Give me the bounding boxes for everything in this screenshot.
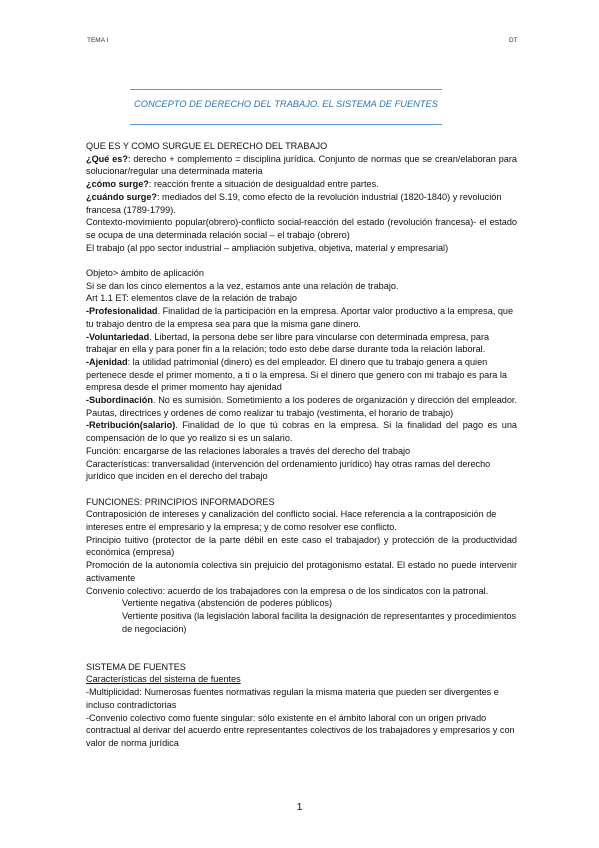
page-number: 1 — [296, 801, 303, 813]
text-ajenidad: : la utilidad patrimonial (dinero) es del empleador. El dinero que tu trabajo genera a quien pertenece desde el primer momento, a ti o la empresa. Si el dinero que genero con mi trabajo es para la empresa desde el primer momento hay ajenidad — [86, 356, 507, 393]
paragraph-principio-tuitivo: Principio tuitivo (protector de la parte débil en este caso el trabajador) y protección de la productividad económica (empresa) — [86, 534, 517, 558]
term-voluntariedad: -Voluntariedad — [86, 331, 150, 342]
paragraph-objeto: Objeto> ámbito de aplicación — [86, 268, 204, 279]
text-voluntariedad: . Libertad, la persona debe ser libre para vincularse con determinada empresa, para trabajar en ella y para poner fin a la relación; todo esto debe darse durante toda la relación laboral. — [86, 331, 490, 355]
paragraph-que-es — [86, 153, 517, 178]
paragraph-vertiente-positiva: Vertiente positiva (la legislación laboral facilita la designación de representantes y procedimientos de negociación) — [122, 610, 517, 634]
text-que-es: : derecho + complemento = disciplina jurídica. Conjunto de normas que se crean/elaboran para solucionar/regular una determinada materia — [86, 153, 517, 177]
text-subordinacion: . No es sumisión. Sometimiento a los poderes de organización y dirección del empleador. Pautas, directrices y ordenes de como realizar tu trabajo (vestimenta, el horario de trabajo) — [86, 395, 517, 418]
paragraph-funcion: Función: encargarse de las relaciones laborales a través del derecho del trabajo — [86, 445, 411, 456]
term-ajenidad: -Ajenidad — [86, 356, 128, 367]
title-rule-top — [130, 89, 442, 90]
paragraph-ajenidad — [86, 356, 517, 394]
subheading-caracteristicas-fuentes: Características del sistema de fuentes — [86, 674, 241, 685]
paragraph-vertiente-negativa: Vertiente negativa (abstención de poderes públicos) — [122, 598, 333, 609]
term-que-es: ¿Qué es? — [86, 153, 128, 164]
text-como-surge: : reacción frente a situación de desigualdad entre partes. — [148, 179, 379, 190]
section-heading-fuentes: SISTEMA DE FUENTES — [86, 661, 186, 672]
paragraph-contexto: Contexto-movimiento popular(obrero)-conflicto social-reacción del estado (revolución francesa)- el estado se ocupa de una determinada relación social – el trabajo (obrero) — [86, 217, 517, 240]
paragraph-autonomia-colectiva: Promoción de la autonomía colectiva sin prejuicio del protagonismo estatal. El estado no puede intervenir activamente — [86, 560, 517, 583]
document-title: CONCEPTO DE DERECHO DEL TRABAJO. EL SISTEMA DE FUENTES — [134, 99, 438, 109]
paragraph-cuando-surge — [86, 191, 517, 216]
document-body — [86, 140, 517, 750]
section-heading-origen: QUE ES Y COMO SURGUE EL DERECHO DEL TRABAJO — [86, 141, 328, 151]
paragraph-voluntariedad — [86, 331, 517, 356]
paragraph-cinco-elementos: Si se dan los cinco elementos a la vez, estamos ante una relación de trabajo. — [86, 280, 399, 291]
paragraph-contraposicion: Contraposición de intereses y canalización del conflicto social. Hace referencia a la contraposición de intereses entre el empresario y la empresa; y de como resolver ese conflicto. — [86, 509, 497, 533]
paragraph-subordinacion — [86, 394, 517, 419]
title-rule-bottom — [130, 124, 442, 125]
header-right: DT — [509, 37, 518, 44]
text-cuando-surge: : mediados del S.19, como efecto de la revolución industrial (1820-1840) y revolución francesa (1789-1799). — [86, 191, 502, 215]
paragraph-retribucion — [86, 419, 517, 444]
term-retribucion: -Retribución(salario) — [86, 420, 176, 431]
paragraph-convenio-colectivo: Convenio colectivo: acuerdo de los trabajadores con la empresa o de los sindicatos con la patronal. — [86, 585, 489, 596]
text-retribucion: . Finalidad de lo que tú cobras en la empresa. Si la finalidad del pago es una compensación de lo que yo realizo si es un salario. — [86, 420, 517, 444]
paragraph-como-surge — [86, 178, 517, 191]
section-heading-funciones: FUNCIONES: PRINCIPIOS INFORMADORES — [86, 496, 275, 507]
text-profesionalidad: . Finalidad de la participación en la empresa. Aportar valor productivo a la empresa, que tu trabajo dentro de la empresa sea para que la misma gane dinero. — [86, 306, 514, 329]
paragraph-multiplicidad: -Multiplicidad: Numerosas fuentes normativas regulan la misma materia que pueden ser divergentes e incluso contradictorias — [86, 687, 499, 710]
paragraph-convenio-fuente-singular: -Convenio colectivo como fuente singular: sólo existente en el ámbito laboral con un origen privado contractual al derivar del acuerdo entre representantes colectivos de los trabajadores y empresarios y con valor de norma jurídica — [86, 712, 515, 748]
paragraph-el-trabajo: El trabajo (al ppo sector industrial – ampliación subjetiva, objetiva, material y empresarial) — [86, 242, 449, 253]
term-como-surge: ¿cómo surge? — [86, 179, 149, 190]
term-cuando-surge: ¿cuándo surge? — [86, 191, 157, 202]
paragraph-caracteristicas: Características: tranversalidad (intervención del ordenamiento jurídico) hay otras ramas del derecho jurídico que inciden en el derecho del trabajo — [86, 458, 491, 482]
paragraph-profesionalidad — [86, 305, 517, 330]
term-profesionalidad: -Profesionalidad — [86, 306, 158, 317]
header-left: TEMA I — [87, 37, 109, 44]
term-subordinacion: -Subordinación — [86, 395, 153, 406]
paragraph-art-1-1: Art 1.1 ET: elementos clave de la relación de trabajo — [86, 293, 298, 304]
